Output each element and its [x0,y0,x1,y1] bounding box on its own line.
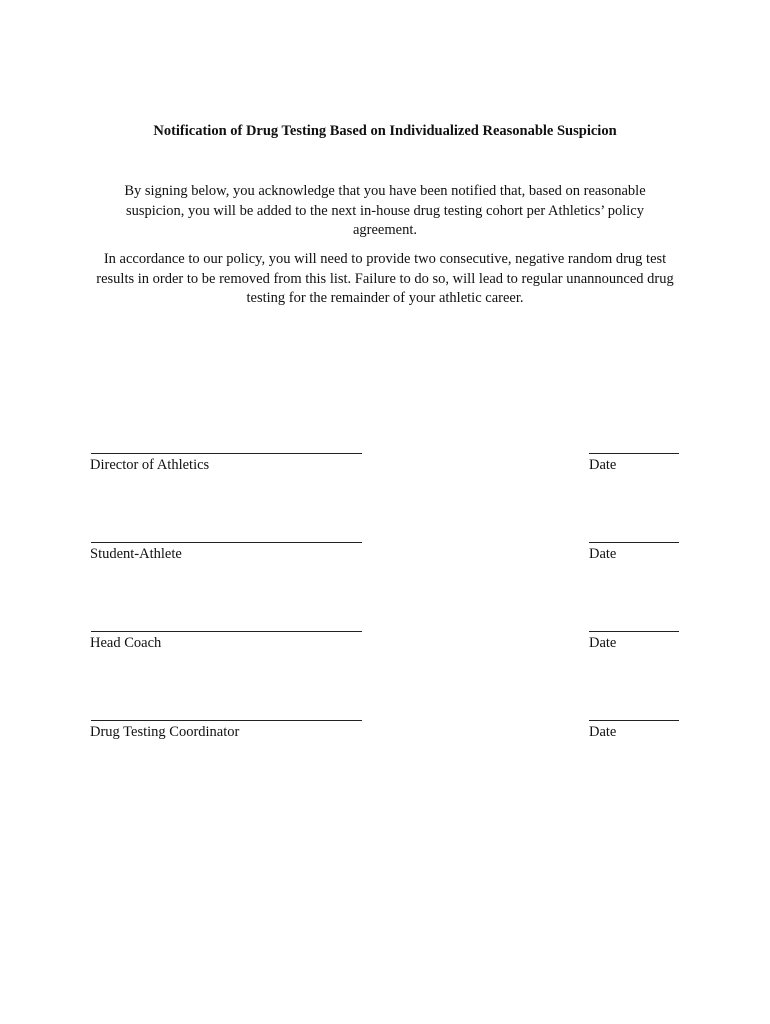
signature-block-director [90,437,680,477]
signature-label: Student-Athlete [90,546,182,562]
date-line[interactable] [589,631,679,632]
date-line[interactable] [589,453,679,454]
signature-label: Head Coach [90,635,162,651]
date-line[interactable] [589,542,679,543]
signature-line[interactable] [91,720,362,721]
date-label: Date [589,724,617,740]
signature-line[interactable] [91,631,362,632]
document-title: Notification of Drug Testing Based on Individualized Reasonable Suspicion [153,123,617,139]
signature-block-drug-testing-coordinator [90,704,680,744]
signature-block-student-athlete [90,526,680,566]
signature-line[interactable] [91,542,362,543]
signature-label: Director of Athletics [90,457,210,473]
signature-block-head-coach [90,615,680,655]
date-label: Date [589,635,617,651]
signature-line[interactable] [91,453,362,454]
date-label: Date [589,457,617,473]
date-line[interactable] [589,720,679,721]
acknowledgement-paragraph: By signing below, you acknowledge that you have been notified that, based on reasonable suspicion, you will be added to the next in-house drug testing cohort per Athletics’ policy agreement. [124,183,646,238]
date-label: Date [589,546,617,562]
policy-paragraph: In accordance to our policy, you will need to provide two consecutive, negative random drug test results in order to be removed from this list. Failure to do so, will lead to regular unannounced drug testing for the remainder of your athletic career. [96,251,674,306]
signature-label: Drug Testing Coordinator [90,724,240,740]
